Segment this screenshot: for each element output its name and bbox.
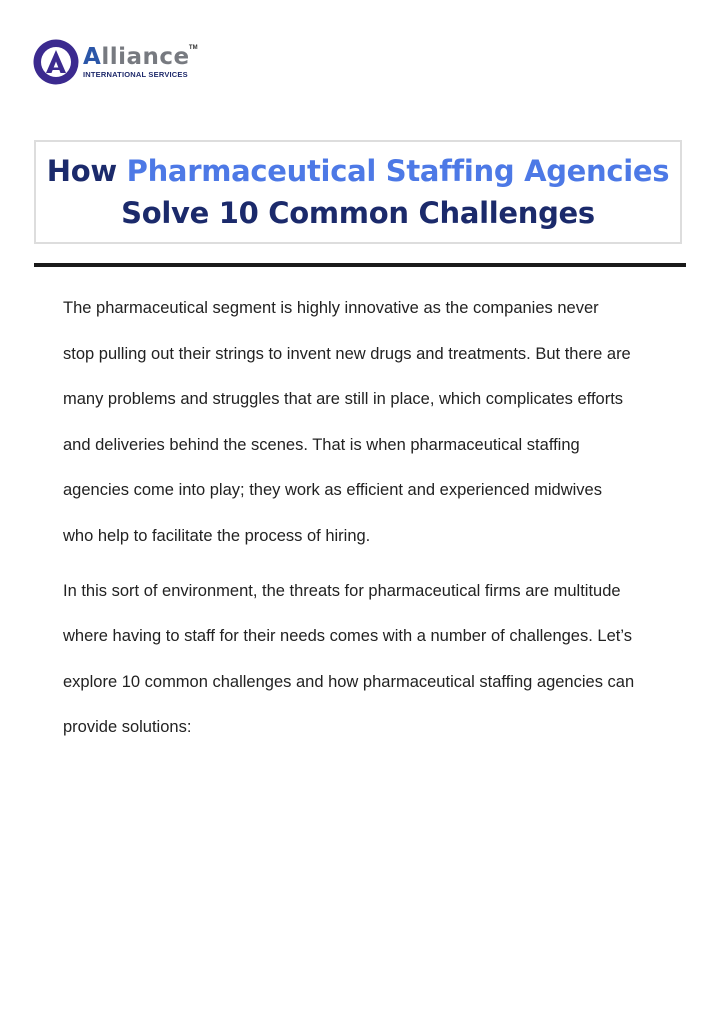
text-line: In this sort of environment, the threats for pharmaceutical firms are multitude: [63, 581, 621, 600]
title-accent: Pharmaceutical Staffing Agencies: [126, 154, 670, 188]
text-line: agencies come into play; they work as efficient and experienced midwives: [63, 481, 602, 500]
text-line: The pharmaceutical segment is highly innovative as the companies never: [63, 299, 599, 317]
company-logo: [33, 38, 198, 86]
alliance-logo-icon: [33, 39, 79, 85]
title-line-1: [47, 150, 670, 192]
text-line: many problems and struggles that are still in place, which complicates efforts: [63, 390, 624, 409]
logo-word-rest: lliance: [101, 44, 190, 70]
text-line: and deliveries behind the scenes. That is when pharmaceutical staffing: [63, 435, 580, 454]
title-box: [34, 140, 682, 244]
title-plain: How: [46, 154, 117, 188]
text-line: where having to staff for their needs comes with a number of challenges. Let’s: [63, 627, 632, 646]
logo-trademark: TM: [188, 45, 198, 51]
text-line: explore 10 common challenges and how pharmaceutical staffing agencies can: [63, 672, 635, 691]
divider-rule: [34, 263, 686, 267]
paragraph-intro: [63, 286, 703, 560]
body-text: [63, 286, 703, 751]
logo-text: [83, 44, 198, 79]
paragraph-environment: [63, 569, 703, 751]
text-line: who help to facilitate the process of hiring.: [63, 526, 371, 545]
title-line-2: Solve 10 Common Challenges: [121, 196, 595, 230]
text-line: provide solutions:: [63, 718, 192, 737]
text-line: stop pulling out their strings to invent new drugs and treatments. But there are: [63, 344, 631, 363]
logo-wordmark: [83, 45, 190, 69]
logo-subtitle: INTERNATIONAL SERVICES: [83, 70, 188, 79]
logo-word-first-letter: A: [83, 44, 102, 70]
